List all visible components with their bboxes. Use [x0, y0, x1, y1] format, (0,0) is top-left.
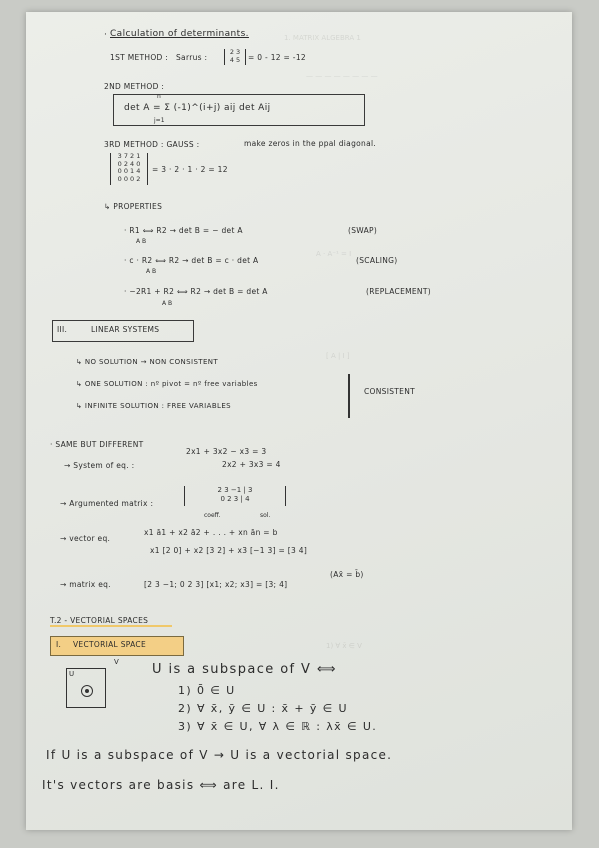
bleed-through-text: 1. MATRIX ALGEBRA 1	[284, 34, 361, 42]
section3-heading-box	[52, 320, 194, 342]
bleed-through-text: A · A⁻¹ = I	[316, 250, 352, 258]
vector-eq-label: → vector eq.	[60, 534, 111, 543]
bleed-through-text: [ A | I ]	[326, 352, 350, 360]
method3-result: = 3 · 2 · 1 · 2 = 12	[152, 165, 228, 174]
section3-title: LINEAR SYSTEMS	[91, 325, 160, 334]
property-swap: · R1 ⟺ R2 → det B = − det A	[124, 226, 243, 235]
sarrus-matrix: 2 3 4 5	[224, 49, 246, 65]
augmented-matrix	[184, 486, 286, 506]
closing-line-1: If U is a subspace of V → U is a vectorial space.	[46, 748, 393, 762]
notebook-page	[26, 12, 572, 830]
consistent-brace	[348, 374, 350, 418]
matrix-eq-expr: [2 3 −1; 0 2 3] [x1; x2; x3] = [3; 4]	[144, 580, 288, 589]
property-scaling-tag: (SCALING)	[356, 256, 398, 265]
consistent-label: CONSISTENT	[364, 387, 415, 396]
property-swap-tag: (SWAP)	[348, 226, 378, 235]
chapter-title: T.2 - VECTORIAL SPACES	[50, 616, 172, 627]
augmented-row: 2 3 −1 | 3	[217, 486, 253, 494]
property-replacement: · −2R1 + R2 ⟺ R2 → det B = det A	[124, 287, 268, 296]
same-but-different-heading: · SAME BUT DIFFERENT	[50, 440, 144, 449]
system-eq1: 2x1 + 3x2 − x3 = 3	[186, 447, 267, 456]
gauss-row: 0 0 0 2	[117, 174, 141, 183]
augmented-row: 0 2 3 | 4	[220, 495, 250, 503]
gauss-matrix	[110, 153, 148, 185]
venn-outer-square	[66, 668, 106, 708]
augmented-label: → Argumented matrix :	[60, 499, 154, 508]
vector-eq-instance: x1 [2 0] + x2 [3 2] + x3 [−1 3] = [3 4]	[150, 546, 308, 555]
system-label: → System of eq. :	[64, 461, 135, 470]
property-replacement-tag: (REPLACEMENT)	[366, 287, 431, 296]
property-scaling-sub: A B	[146, 268, 157, 275]
augmented-sol-label: sol.	[260, 512, 271, 519]
sum-lower-limit: j=1	[154, 117, 165, 124]
property-scaling: · c · R2 ⟺ R2 → det B = c · det A	[124, 256, 259, 265]
venn-dot	[85, 689, 89, 693]
matrix-eq-note: (Ax̄ = b̄)	[330, 570, 364, 579]
solution-none: ↳ NO SOLUTION → NON CONSISTENT	[76, 358, 219, 366]
augmented-coeff-label: coeff.	[204, 512, 221, 519]
solution-infinite: ↳ INFINITE SOLUTION : FREE VARIABLES	[76, 402, 232, 410]
property-swap-sub: A B	[136, 238, 147, 245]
system-eq2: 2x2 + 3x3 = 4	[222, 460, 281, 469]
gauss-row: 0 2 4 0	[117, 159, 141, 168]
subspace-cond-2: 2) ∀ x̄, ȳ ∈ U : x̄ + ȳ ∈ U	[178, 702, 349, 715]
section3-number: III.	[57, 325, 68, 334]
vector-eq-general: x1 ā1 + x2 ā2 + . . . + xn ān = b	[144, 528, 278, 537]
solution-one: ↳ ONE SOLUTION : nº pivot = nº free variables	[76, 380, 258, 388]
page-title: Calculation of determinants.	[110, 29, 249, 39]
method2-formula-box	[113, 94, 365, 126]
section-i-number: I.	[56, 640, 62, 649]
gauss-row: 3 7 2 1	[117, 152, 141, 160]
subspace-definition: U is a subspace of V ⟺	[152, 662, 337, 677]
method1-result: = 0 - 12 = -12	[248, 53, 306, 62]
subspace-cond-1: 1) 0̄ ∈ U	[178, 684, 236, 697]
method1-name: Sarrus :	[176, 53, 208, 62]
method2-label: 2ND METHOD :	[104, 82, 165, 91]
property-replacement-sub: A B	[162, 300, 173, 307]
section-i-heading	[50, 636, 184, 656]
matrix-eq-label: → matrix eq.	[60, 580, 111, 589]
bleed-through-text: — — — — — — — —	[306, 72, 378, 80]
sum-upper-limit: n	[157, 93, 161, 100]
method3-label: 3RD METHOD : GAUSS :	[104, 140, 200, 149]
method3-desc: make zeros in the ppal diagonal.	[244, 139, 377, 148]
method1-label: 1ST METHOD :	[110, 53, 169, 62]
closing-line-2: It's vectors are basis ⟺ are L. I.	[42, 778, 280, 792]
venn-v-label: V	[114, 658, 119, 666]
venn-circle	[81, 685, 93, 697]
section-i-title: VECTORIAL SPACE	[73, 640, 146, 649]
venn-u-label: U	[69, 670, 75, 678]
bleed-through-text: 1) ∀ x̄ ∈ V	[326, 642, 362, 650]
properties-heading: ↳ PROPERTIES	[104, 202, 163, 211]
section-bullet: ·	[104, 30, 108, 40]
subspace-cond-3: 3) ∀ x̄ ∈ U, ∀ λ ∈ ℝ : λx̄ ∈ U.	[178, 720, 378, 733]
gauss-row: 0 0 1 4	[117, 167, 141, 175]
method2-formula: det A = Σ (-1)^(i+j) aij det Aij	[124, 103, 271, 113]
